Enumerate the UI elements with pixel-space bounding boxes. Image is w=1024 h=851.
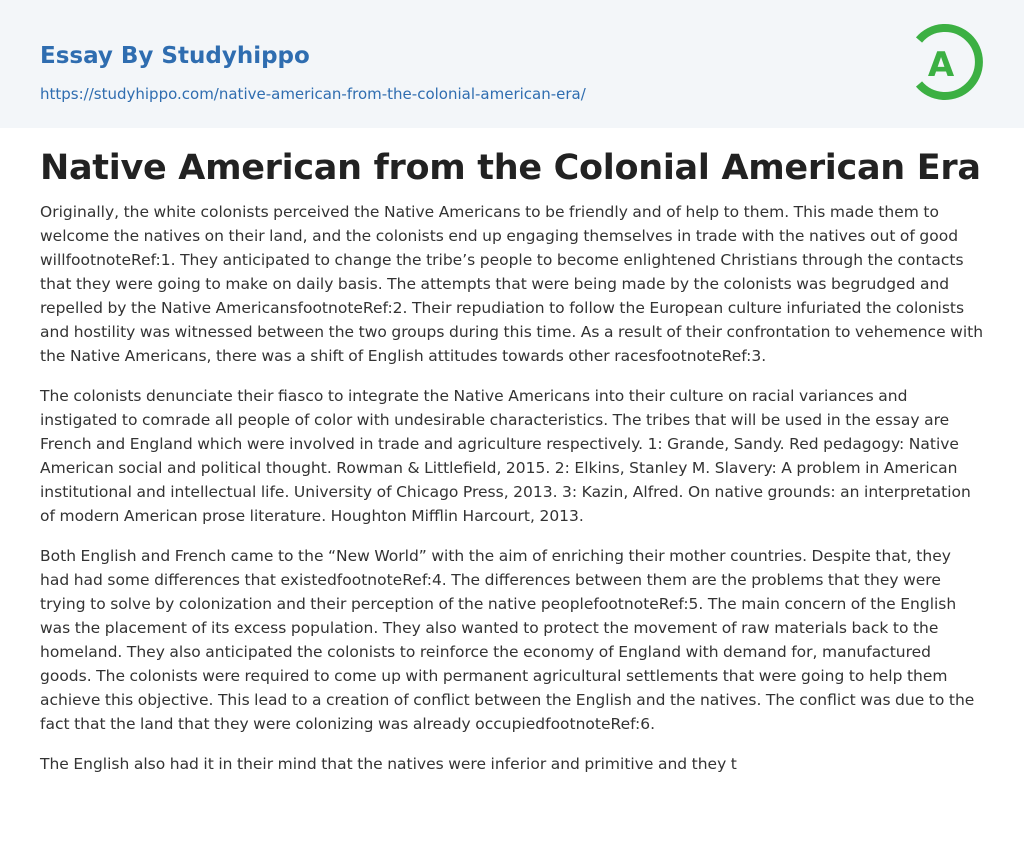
brand-title[interactable]: Essay By Studyhippo [40, 43, 310, 69]
logo-letter: A [927, 45, 955, 85]
article-paragraph: Both English and French came to the “New World” with the aim of enriching their mother countries. Despite that, they had had some differences that existedfootnoteRef:4. The differences between them are the problems that they were trying to solve by colonization and their perception of the native peoplefootnoteRef:5. The main concern of the English was the placement of its excess population. They also wanted to protect the movement of raw materials back to the homeland. They also anticipated the colonists to reinforce the economy of England with demand for, manufactured goods. The colonists were required to come up with permanent agricultural settlements that were going to help them achieve this objective. This lead to a creation of conflict between the English and the natives. The conflict was due to the fact that the land that they were colonizing was already occupiedfootnoteRef:6. [40, 547, 975, 733]
article-paragraph: The English also had it in their mind that the natives were inferior and primitive and they t [40, 755, 737, 773]
site-header [0, 0, 1024, 128]
article-paragraph: The colonists denunciate their fiasco to integrate the Native Americans into their culture on racial variances and instigated to comrade all people of color with undesirable characteristics. The tribes that will be used in the essay are French and England which were involved in trade and agriculture respectively. 1: Grande, Sandy. Red pedagogy: Native American social and political thought. Rowman & Littlefield, 2015. 2: Elkins, Stanley M. Slavery: A problem in American institutional and intellectual life. University of Chicago Press, 2013. 3: Kazin, Alfred. On native grounds: an interpretation of modern American prose literature. Houghton Mifflin Harcourt, 2013. [40, 387, 971, 525]
article-content [0, 128, 1024, 776]
studyhippo-logo-icon[interactable] [913, 20, 985, 104]
article-paragraph: Originally, the white colonists perceived the Native Americans to be friendly and of help to them. This made them to welcome the natives on their land, and the colonists end up engaging themselves in trade with the natives out of good willfootnoteRef:1. They anticipated to change the tribe’s people to become enlightened Christians through the contacts that they were going to make on daily basis. The attempts that were being made by the colonists was begrudged and repelled by the Native AmericansfootnoteRef:2. Their repudiation to follow the European culture infuriated the colonists and hostility was witnessed between the two groups during this time. As a result of their confrontation to vehemence with the Native Americans, there was a shift of English attitudes towards other racesfootnoteRef:3. [40, 203, 984, 365]
article-title: Native American from the Colonial American Era [40, 148, 981, 188]
source-url-link[interactable]: https://studyhippo.com/native-american-from-the-colonial-american-era/ [40, 85, 586, 103]
